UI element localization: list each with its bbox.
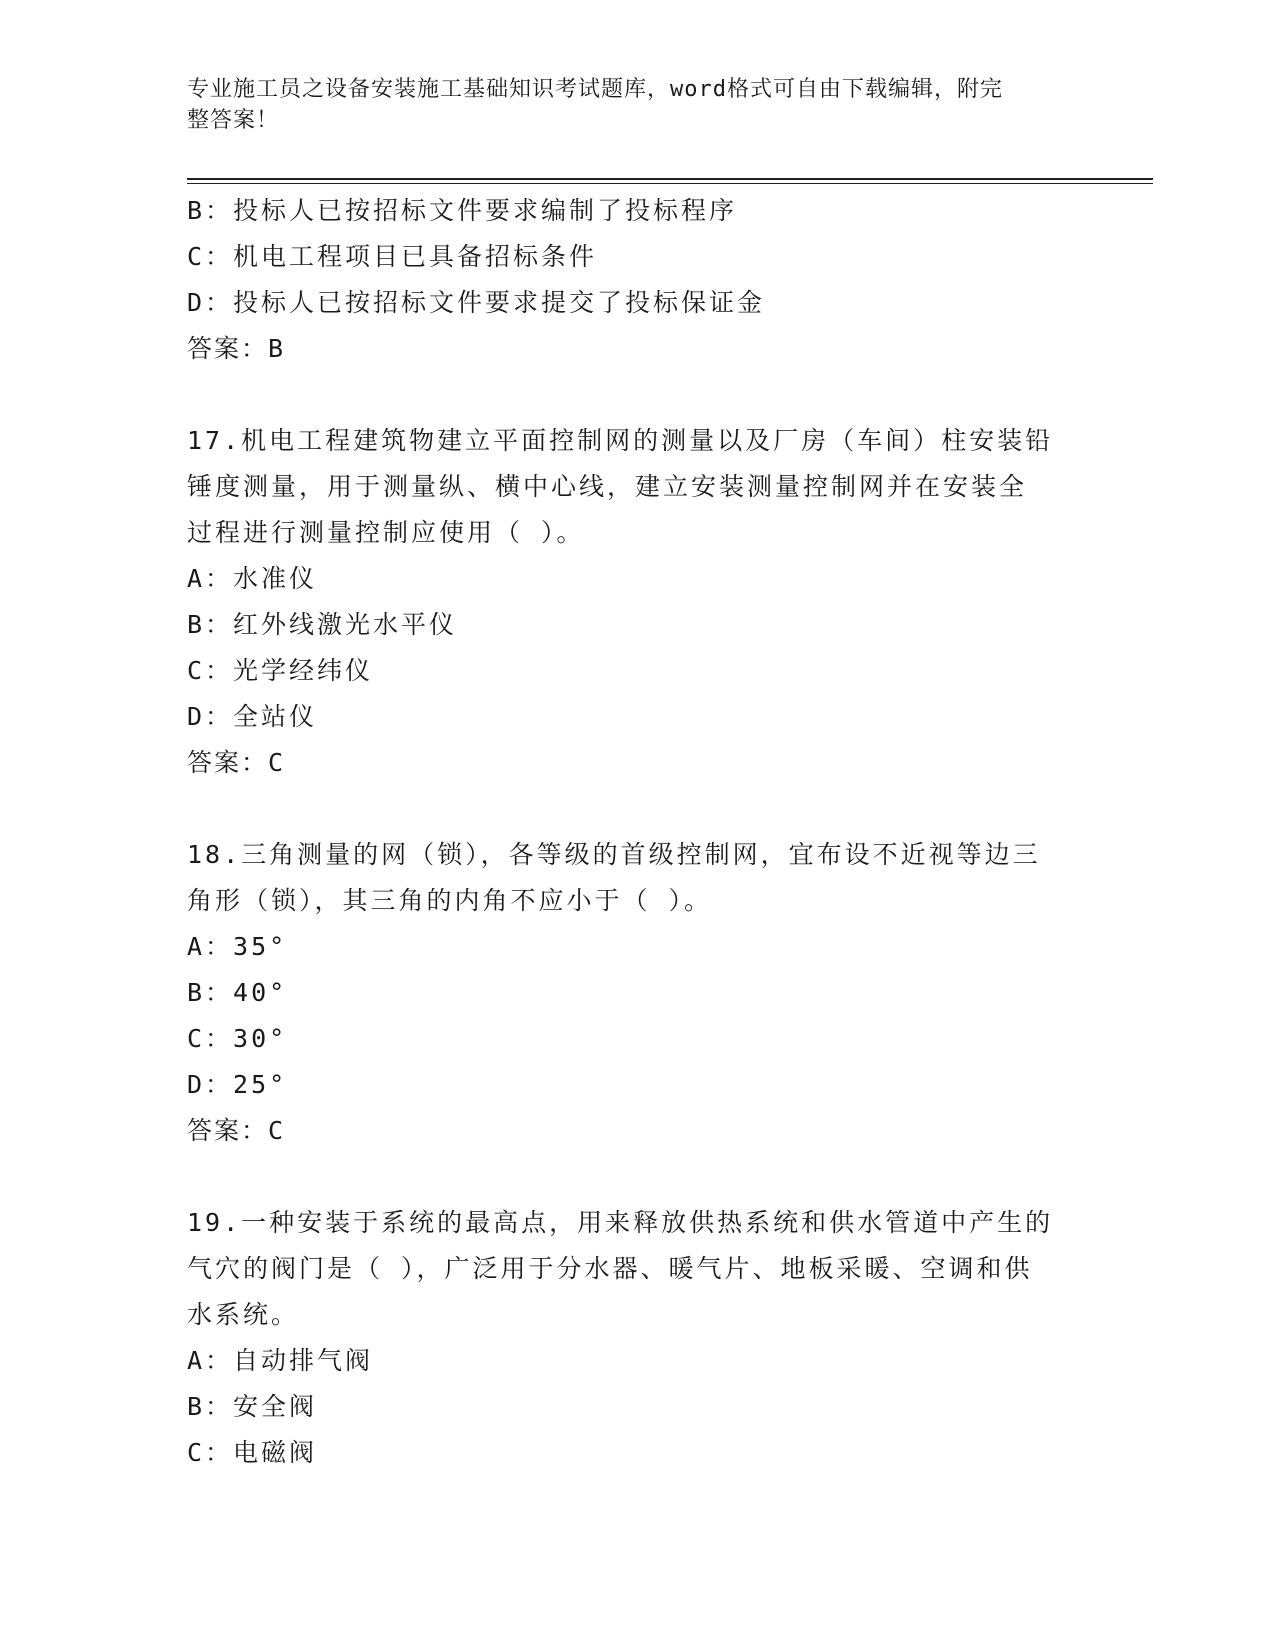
option-c: C：机电工程项目已具备招标条件 (187, 242, 598, 271)
document-header (187, 74, 1067, 136)
question-stem-line: 角形（锁），其三角的内角不应小于（ ）。 (187, 886, 713, 915)
option-d: D：投标人已按招标文件要求提交了投标保证金 (187, 288, 766, 317)
option-d: D：全站仪 (187, 702, 318, 731)
option-a: A：自动排气阀 (187, 1346, 374, 1375)
header-divider-thick (187, 178, 1153, 180)
option-c: C：电磁阀 (187, 1438, 318, 1467)
question-list (187, 188, 1087, 1476)
option-c: C：光学经纬仪 (187, 656, 374, 685)
question-stem-line: 19.一种安装于系统的最高点，用来释放供热系统和供水管道中产生的 (187, 1208, 1054, 1237)
option-a: A：水准仪 (187, 564, 318, 593)
question-stem-line: 水系统。 (187, 1300, 300, 1329)
option-b: B：投标人已按招标文件要求编制了投标程序 (187, 196, 738, 225)
option-b: B：40° (187, 978, 288, 1007)
question-stem-line: 过程进行测量控制应使用（ ）。 (187, 518, 585, 547)
header-title-line-1: 专业施工员之设备安装施工基础知识考试题库，word格式可自由下载编辑，附完 (187, 77, 1003, 102)
option-a: A：35° (187, 932, 288, 961)
question-stem-line: 17.机电工程建筑物建立平面控制网的测量以及厂房（车间）柱安装铅 (187, 426, 1054, 455)
option-b: B：红外线激光水平仪 (187, 610, 458, 639)
question-18 (187, 832, 1087, 1154)
question-19 (187, 1200, 1087, 1476)
spacer (187, 1154, 1087, 1200)
spacer (187, 786, 1087, 832)
option-b: B：安全阀 (187, 1392, 318, 1421)
question-stem-line: 18.三角测量的网（锁），各等级的首级控制网，宜布设不近视等边三 (187, 840, 1041, 869)
header-divider-thin (187, 183, 1153, 184)
question-17 (187, 418, 1087, 786)
answer: 答案：C (187, 1116, 286, 1145)
answer: 答案：C (187, 748, 286, 777)
question-stem-line: 气穴的阀门是（ ），广泛用于分水器、暖气片、地板采暖、空调和供 (187, 1254, 1033, 1283)
option-d: D：25° (187, 1070, 288, 1099)
spacer (187, 372, 1087, 418)
question-16-continued (187, 188, 1087, 372)
header-title-line-2: 整答案！ (187, 108, 280, 133)
option-c: C：30° (187, 1024, 288, 1053)
answer: 答案：B (187, 334, 286, 363)
question-stem-line: 锤度测量，用于测量纵、横中心线，建立安装测量控制网并在安装全 (187, 472, 1028, 501)
